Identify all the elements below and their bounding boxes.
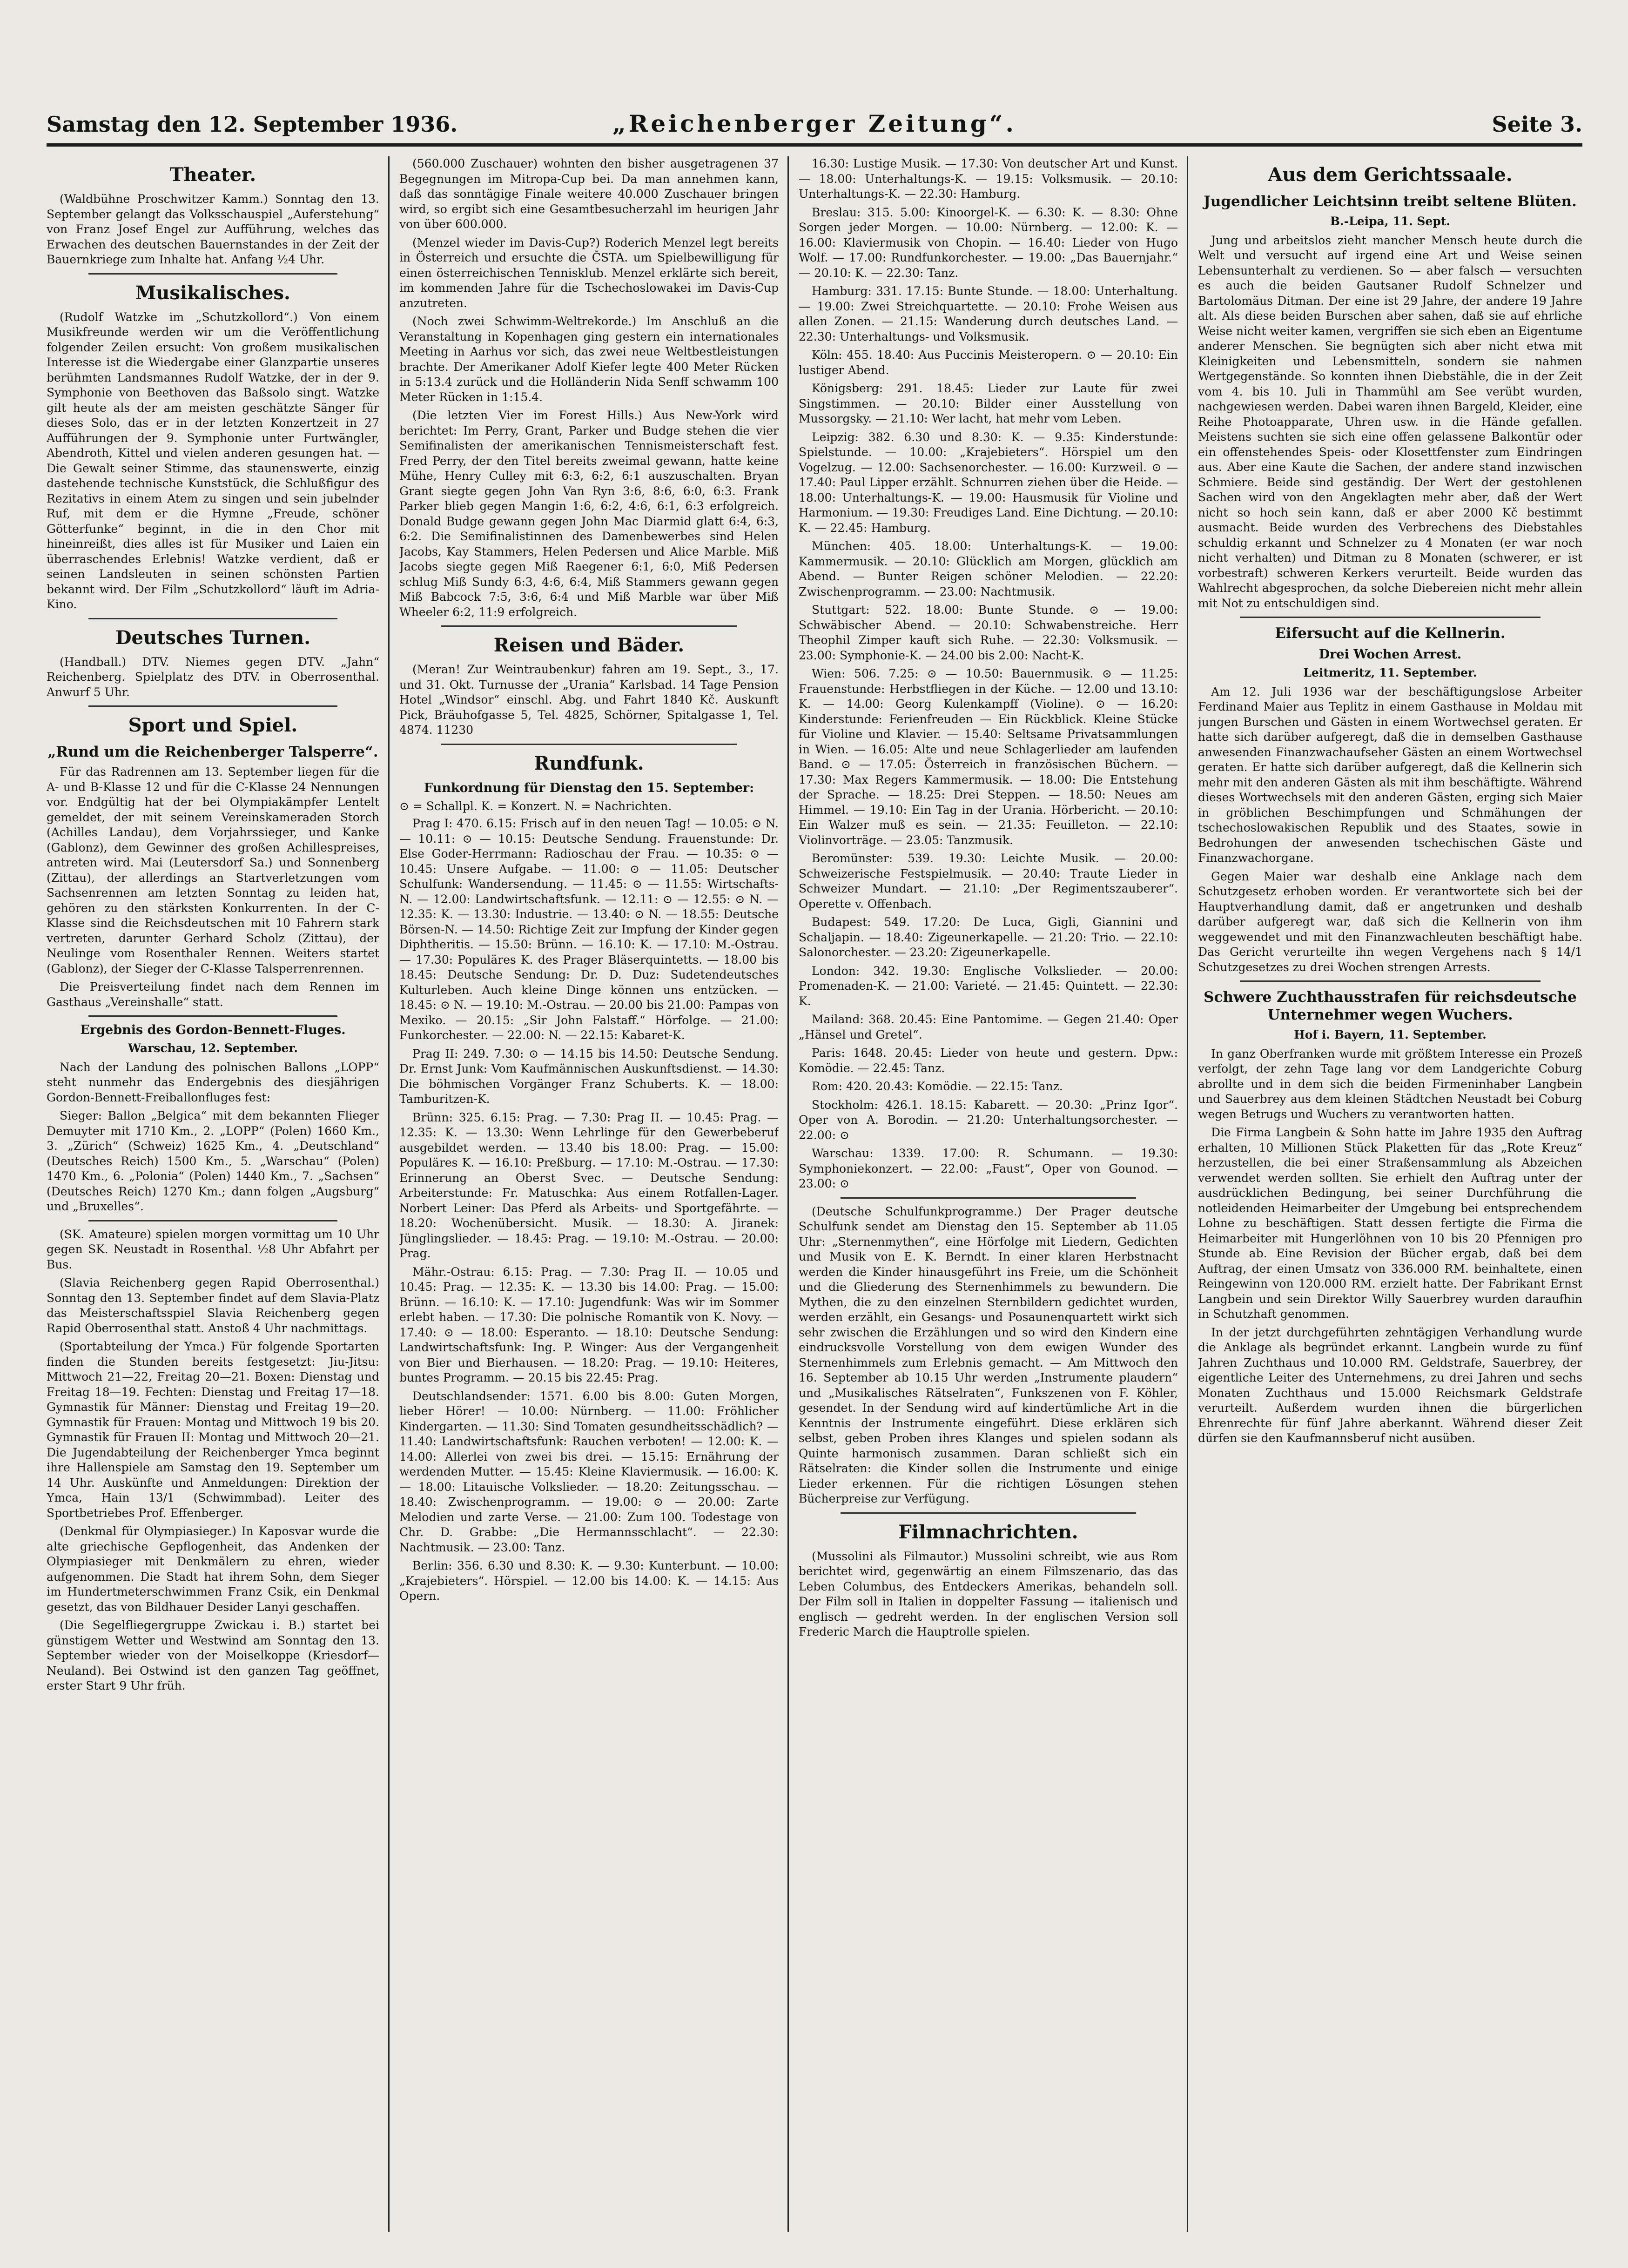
radio-station-entry: London: 342. 19.30: Englische Volkslieder. — 20.00: Promenaden-K. — 21.00: Varieté. — 21.45: Quintett. — 22.30: K.: [799, 964, 1178, 1008]
article-paragraph: (Menzel wieder im Davis-Cup?) Roderich Menzel legt bereits in Österreich und ersuchte die ČSTA. um Spielbewilligung für einen österreichischen Tennisklub. Menzel erklärte sich bereit, im kommenden Jahre für die Tschechoslowakei im Davis-Cup anzutreten.: [399, 235, 779, 310]
dateline: Warschau, 12. September.: [128, 1041, 298, 1055]
radio-station-entry: 16.30: Lustige Musik. — 17.30: Von deutscher Art und Kunst. — 18.00: Unterhaltungs-K. — 19.15: Volksmusik. — 20.10: Unterhaltungs-K. — 22.30: Hamburg.: [799, 157, 1178, 201]
page-header: [47, 106, 1582, 147]
radio-station-entry: Prag I: 470. 6.15: Frisch auf in den neuen Tag! — 10.05: ⊙ N. — 10.11: ⊙ — 10.15: Deutsche Sendung. Frauenstunde: Dr. Else Goder-Herrmann: Radioschau der Frau. — 10.35: ⊙ — 10.45: Unsere Aufgabe. — 11.00: ⊙ — 11.05: Deutscher Schulfunk: Wandersendung. — 11.45: ⊙ — 11.55: Wirtschafts-N. — 12.00: Landwirtschaftsfunk. — 12.11: ⊙ — 12.55: ⊙ N. — 12.35: K. — 13.30: Industrie. — 13.40: ⊙ N. — 18.55: Deutsche Börsen-N. — 14.50: Richtige Zeit zur Impfung der Kinder gegen Diphtheritis. — 15.50: Brünn. — 16.10: K. — 17.10: M.-Ostrau. — 17.30: Populäres K. des Prager Bläserquintetts. — 18.00 bis 18.45: Deutsche Sendung: Dr. D. Duz: Sudetendeutsches Kulturleben. Auch kleine Dinge können uns entzücken. — 18.45: ⊙ N. — 19.10: M.-Ostrau. — 20.00 bis 21.00: Pampas von Mexiko. — 20.15: „Sir John Falstaff.“ Hörfolge. — 21.00: Funkorchester. — 22.00: N. — 22.15: Kabaret-K.: [399, 817, 779, 1042]
radio-station-entry: München: 405. 18.00: Unterhaltungs-K. — 19.00: Kammermusik. — 20.10: Glücklich am Morgen, glücklich am Abend. — Bunter Reigen schöner Melodien. — 22.20: Zwischenprogramm. — 23.00: Nachtmusik.: [799, 539, 1178, 598]
article-paragraph: (Slavia Reichenberg gegen Rapid Oberrosenthal.) Sonntag den 13. September findet auf dem Slavia-Platz das Meisterschaftsspiel Slavia Reichenberg gegen Rapid Oberrosenthal statt. Anstoß 4 Uhr nachmittags.: [47, 1276, 379, 1335]
article-paragraph: Für das Radrennen am 13. September liegen für die A- und B-Klasse 12 und für die C-Klasse 24 Nennungen vor. Endgültig hat der bei Olympiakämpfer Lentelt gemeldet, der mit seinem Vereinskameraden Storch (Achilles Landau), dem Vorjahrssieger, und Kanke (Gablonz), dem Gewinner des großen Achillespreises, antreten wird. Mai (Leutersdorf Sa.) und Sonnenberg (Zittau), der allerdings an Startverletzungen vom Sachsenrennen am letzten Sonntag zu leiden hat, gehören zu den stärksten Konkurrenten. In der C-Klasse sind die Reichsdeutschen mit 10 Fahrern stark vertreten, darunter Gerhard Scholz (Zittau), der Neulinge vom Rosenthaler Rennen. Weiters startet (Gablonz), der Sieger der C-Klasse Talsperrenrennen.: [47, 765, 379, 975]
radio-station-entry: Brünn: 325. 6.15: Prag. — 7.30: Prag II. — 10.45: Prag. — 12.35: K. — 13.30: Wenn Lehrlinge für den Gewerbeberuf ausgebildet werden. — 13.40 bis 18.00: Prag. — 15.00: Populäres K. — 16.10: Preßburg. — 17.10: M.-Ostrau. — 17.30: Erinnerung an Oberst Svec. — Deutsche Sendung: Arbeiterstunde: Fr. Matuschka: Aus einem Rotfallen-Lager. Norbert Leiner: Das Pferd als Arbeits- und Sportgefährte. — 18.20: Wochenübersicht. Musik. — 18.30: A. Jiranek: Jünglingslieder. — 18.45: Prag. — 19.10: M.-Ostrau. — 20.00: Prag.: [399, 1110, 779, 1260]
article-paragraph: (SK. Amateure) spielen morgen vormittag um 10 Uhr gegen SK. Neustadt in Rosenthal. ½8 Uhr Abfahrt per Bus.: [47, 1227, 379, 1271]
dateline: Leitmeritz, 11. September.: [1303, 666, 1477, 679]
divider: [88, 273, 337, 275]
radio-schedule-heading: Funkordnung für Dienstag den 15. September:: [424, 780, 754, 795]
article-paragraph: (Handball.) DTV. Niemes gegen DTV. „Jahn“ Reichenberg. Spielplatz des DTV. in Oberrosenthal. Anwurf 5 Uhr.: [47, 655, 379, 699]
article-paragraph: (Noch zwei Schwimm-Weltrekorde.) Im Anschluß an die Veranstaltung in Kopenhagen ging gestern ein internationales Meeting in Aarhus vor sich, das zwei neue Weltbestleistungen brachte. Der Amerikaner Adolf Kiefer legte 400 Meter Rücken in 5:13.4 zurück und die Holländerin Nida Senff schwamm 100 Meter Rücken in 1:15.4.: [399, 315, 779, 404]
column-2: [399, 156, 779, 2232]
radio-station-entry: Stuttgart: 522. 18.00: Bunte Stunde. ⊙ — 19.00: Schwäbischer Abend. — 20.10: Schwabenstreiche. Herr Theophil Zimper kauft sich Ruhe. — 22.30: Volksmusik. — 23.00: Symphonie-K. — 24.00 bis 2.00: Nacht-K.: [799, 603, 1178, 662]
article-paragraph: (Waldbühne Proschwitzer Kamm.) Sonntag den 13. September gelangt das Volksschauspiel „Auferstehung“ von Franz Josef Engel zur Aufführung, welches das Erwachen des deutschen Bauernstandes in der Zeit der Bauernkriege zum Inhalte hat. Anfang ½4 Uhr.: [47, 192, 379, 266]
radio-station-entry: Mähr.-Ostrau: 6.15: Prag. — 7.30: Prag II. — 10.05 und 10.45: Prag. — 12.35: K. — 13.30 bis 14.00: Prag. — 15.00: Brünn. — 16.10: K. — 17.10: Jugendfunk: Was wir im Sommer erlebt haben. — 17.30: Die polnische Romantik von K. Novy. — 17.40: ⊙ — 18.00: Esperanto. — 18.10: Deutsche Sendung: Landwirtschaftsfunk: Ing. P. Winger: Aus der Vergangenheit von Bier und Bierhausen. — 18.20: Prag. — 19.10: Heiteres, buntes Programm. — 20.15 bis 22.45: Prag.: [399, 1265, 779, 1384]
column-rule: [1187, 156, 1188, 2232]
article-paragraph: (560.000 Zuschauer) wohnten den bisher ausgetragenen 37 Begegnungen im Mitropa-Cup bei. Da man annehmen kann, daß das sonntägige Finale weitere 40.000 Zuschauer bringen wird, so ergibt sich eine Gesamtbesucherzahl im heurigen Jahr von über 600.000.: [399, 157, 779, 231]
dateline: Hof i. Bayern, 11. September.: [1294, 1028, 1487, 1041]
article-paragraph: (Deutsche Schulfunkprogramme.) Der Prager deutsche Schulfunk sendet am Dienstag den 15. September ab 11.05 Uhr: „Sternenmythen“, eine Hörfolge mit Liedern, Gedichten und Musik von E. K. Berndt. In einer klaren Herbstnacht werden die Kinder hinausgeführt ins Freie, um die Schönheit und die Gliederung des Sternenhimmels zu bewundern. Die Mythen, die zu den einzelnen Sternbildern gedichtet wurden, werden erzählt, ein Gesangs- und Posaunenquartett wirkt sich sehr zwischen die Erzählungen und so wird den Kindern eine eindrucksvolle Vorstellung von dem ewigen Wunder des Sternenhimmels zum Erlebnis gemacht. — Am Mittwoch den 16. September ab 10.15 Uhr werden „Instrumente plaudern“ und „Musikalisches Rätselraten“, Funkszenen von F. Köhler, gesendet. In der Sendung wird auf kindertümliche Art in die Kenntnis der Instrumente eingeführt. Diese erklären sich selbst, geben Proben ihres Klanges und spielen sodann als Quinte harmonisch zusammen. Daran schließt sich ein Rätselraten: die Kinder sollen die Instrumente und einige Lieder erkennen. Für die richtigen Lösungen stehen Bücherpreise zur Verfügung.: [799, 1204, 1178, 1505]
article-paragraph: In ganz Oberfranken wurde mit größtem Interesse ein Prozeß verfolgt, der zehn Tage lang vor dem Landgerichte Coburg abrollte und in dem sich die beiden Firmeninhaber Langbein und Sauerbrey aus dem kleinen Städtchen Neustadt bei Coburg wegen Betrugs und Wuchers zu verantworten hatten.: [1198, 1047, 1582, 1121]
divider: [441, 625, 737, 627]
divider: [88, 1015, 337, 1017]
radio-station-entry: Prag II: 249. 7.30: ⊙ — 14.15 bis 14.50: Deutsche Sendung. Dr. Ernst Junk: Vom Kaufmännischen Auskunftsdienst. — 14.30: Die böhmischen Vorgänger Franz Schuberts. K. — 18.00: Tamburitzen-K.: [399, 1047, 779, 1106]
divider: [841, 1512, 1136, 1514]
divider: [88, 1220, 337, 1221]
radio-station-entry: Paris: 1648. 20.45: Lieder von heute und gestern. Dpw.: Komödie. — 22.45: Tanz.: [799, 1046, 1178, 1075]
column-rule: [787, 156, 789, 2232]
divider: [1240, 980, 1541, 982]
radio-station-entry: Deutschlandsender: 1571. 6.00 bis 8.00: Guten Morgen, lieber Hörer! — 10.00: Nürnberg. — 11.00: Fröhlicher Kindergarten. — 11.30: Sind Tomaten gesundheitsschädlich? — 11.40: Landwirtschaftsfunk: Rauchen verboten! — 12.00: K. — 14.00: Allerlei von zwei bis drei. — 15.15: Ernährung der werdenden Mutter. — 15.45: Kleine Klaviermusik. — 16.00: K. — 18.00: Litauische Volkslieder. — 18.20: Zeitungsschau. — 18.40: Zwischenprogramm. — 19.00: ⊙ — 20.00: Zarte Melodien und zarte Verse. — 21.00: Zum 100. Todestage von Chr. D. Grabbe: „Die Hermannsschlacht“. — 22.30: Nachtmusik. — 23.00: Tanz.: [399, 1389, 779, 1554]
article-paragraph: Nach der Landung des polnischen Ballons „LOPP“ steht nunmehr das Endergebnis des diesjährigen Gordon-Bennett-Freiballonfluges fest:: [47, 1060, 379, 1104]
article-paragraph: Am 12. Juli 1936 war der beschäftigungslose Arbeiter Ferdinand Maier aus Teplitz in einem Gasthause in Moldau mit jungen Burschen und Gästen in einem Wortwechsel geraten. Er hatte sich darüber aufgeregt, daß die in demselben Gasthause anwesenden Finanzwachaufseher Gästen an einem Wortwechsel geraten. Er hatte sich darüber aufgeregt, daß die Kellnerin sich mehr mit den anderen Gästen als mit ihm beschäftigte. Während dieses Wortwechsels mit den anderen Gästen, erging sich Maier in gröblichen Beschimpfungen und Schmähungen der tschechoslowakischen Republik und des Staates, sowie in Bedrohungen der anwesenden tschechischen Gäste und Finanzwachorgane.: [1198, 684, 1582, 865]
radio-station-entry: Rom: 420. 20.43: Komödie. — 22.15: Tanz.: [812, 1080, 1063, 1093]
column-1: [47, 156, 379, 2232]
dateline: B.-Leipa, 11. Sept.: [1330, 215, 1451, 228]
radio-legend: ⊙ = Schallpl. K. = Konzert. N. = Nachrichten.: [399, 799, 672, 813]
radio-station-entry: Mailand: 368. 20.45: Eine Pantomime. — Gegen 21.40: Oper „Hänsel und Gretel“.: [799, 1013, 1178, 1041]
page-number: Seite 3.: [1492, 112, 1582, 137]
radio-station-entry: Hamburg: 331. 17.15: Bunte Stunde. — 18.00: Unterhaltung. — 19.00: Zwei Streichquartette. — 20.10: Frohe Weisen aus allen Zonen. — 21.15: Wanderung durch deutsches Land. — 22.30: Unterhaltungs- und Volksmusik.: [799, 284, 1178, 343]
article-paragraph: (Sportabteilung der Ymca.) Für folgende Sportarten finden die Stunden bereits festgesetzt: Jiu-Jitsu: Mittwoch 21—22, Freitag 20—21. Boxen: Dienstag und Freitag 18—19. Fechten: Dienstag und Freitag 17—18. Gymnastik für Männer: Dienstag und Freitag 19—20. Gymnastik für Frauen: Montag und Mittwoch 19 bis 20. Gymnastik für Frauen II: Montag und Mittwoch 20—21. Die Jugendabteilung der Reichenberger Ymca beginnt ihre Hallenspiele am Samstag den 19. September um 14 Uhr. Auskünfte und Anmeldungen: Direktion der Ymca, Hain 13/1 (Schwimmbad). Leiter des Sportbetriebes Prof. Effenberger.: [47, 1340, 379, 1520]
radio-station-entry: Leipzig: 382. 6.30 und 8.30: K. — 9.35: Kinderstunde: Spielstunde. — 10.00: „Krajebieters“. Hörspiel um den Vogelzug. — 12.00: Sachsenorchester. — 16.00: Kurzweil. ⊙ — 17.40: Paul Lipper erzählt. Schnurren ziehen über die Heide. — 18.00: Unterhaltungs-K. — 19.00: Hausmusik für Violine und Harmonium. — 19.30: Freudiges Land. Eine Dichtung. — 20.10: K. — 22.45: Hamburg.: [799, 430, 1178, 535]
column-3: [799, 156, 1178, 2232]
radio-station-entry: Budapest: 549. 17.20: De Luca, Gigli, Giannini und Schaljapin. — 18.40: Zigeunerkapelle. — 21.20: Trio. — 22.10: Salonorchester. — 23.20: Zigeunerkapelle.: [799, 915, 1178, 959]
section-heading-travel: Reisen und Bäder.: [493, 634, 685, 656]
article-paragraph: Sieger: Ballon „Belgica“ mit dem bekannten Flieger Demuyter mit 1710 Km., 2. „LOPP“ (Polen) 1660 Km., 3. „Zürich“ (Schweiz) 1625 Km., 4. „Deutschland“ (Deutsches Reich) 1500 Km., 5. „Warschau“ (Polen) 1470 Km., 6. „Polonia“ (Polen) 1440 Km., 7. „Sachsen“ (Deutsches Reich) 1270 Km.; dann folgen „Augsburg“ und „Bruxelles“.: [47, 1109, 379, 1213]
article-headline: Ergebnis des Gordon-Bennett-Fluges.: [80, 1023, 346, 1037]
radio-station-entry: Königsberg: 291. 18.45: Lieder zur Laute für zwei Singstimmen. — 20.10: Bilder einer Ausstellung von Mussorgsky. — 21.10: Wer lacht, hat mehr vom Leben.: [799, 382, 1178, 425]
issue-date: Samstag den 12. September 1936.: [47, 112, 458, 137]
radio-station-entry: Köln: 455. 18.40: Aus Puccinis Meisteropern. ⊙ — 20.10: Ein lustiger Abend.: [799, 348, 1178, 377]
radio-station-entry: Warschau: 1339. 17.00: R. Schumann. — 19.30: Symphoniekonzert. — 22.00: „Faust“, Oper von Gounod. — 23.00: ⊙: [799, 1147, 1178, 1190]
radio-station-entry: Wien: 506. 7.25: ⊙ — 10.50: Bauernmusik. ⊙ — 11.25: Frauenstunde: Herbstfliegen in der Küche. — 12.00 und 13.10: K. — 14.00: Georg Kulenkampff (Violine). ⊙ — 16.20: Kinderstunde: Ferienfreuden — Ein Rückblick. Kleine Stücke für Violine und Klavier. — 15.40: Seltsame Privatsammlungen in Wien. — 16.05: Alte und neue Schlagerlieder am laufenden Band. ⊙ — 17.05: Österreich in französischen Büchern. — 17.30: Max Regers Kammermusik. — 18.00: Die Entstehung der Sprache. — 18.25: Drei Steppen. — 18.50: Neues am Himmel. — 19.10: Ein Tag in der Urania. Hörbericht. — 20.10: Ein Walzer muß es sein. — 21.35: Feuilleton. — 22.10: Violinvorträge. — 23.05: Tanzmusik.: [799, 667, 1178, 847]
article-paragraph: (Denkmal für Olympiasieger.) In Kaposvar wurde die alte griechische Gepflogenheit, das Andenken der Olympiasieger mit Denkmälern zu ehren, wieder aufgenommen. Die Stadt hat ihrem Sohn, dem Sieger im Hundertmeterschwimmen Franz Csik, ein Denkmal gesetzt, das von Bildhauer Desider Lanyi geschaffen.: [47, 1524, 379, 1614]
section-heading-theater: Theater.: [169, 164, 256, 186]
article-headline: „Rund um die Reichenberger Talsperre“.: [47, 744, 378, 760]
section-heading-music: Musikalisches.: [135, 282, 290, 304]
divider: [441, 744, 737, 745]
article-paragraph: (Rudolf Watzke im „Schutzkollord“.) Von einem Musikfreunde werden wir um die Veröffentlichung folgender Zeilen ersucht: Von großem musikalischen Interesse ist die Wiedergabe einer Glanzpartie unseres berühmten Landsmannes Rudolf Watzke, der in der 9. Symphonie von Beethoven das Baßsolo singt. Watzke gilt heute als der am meisten geschätzte Sänger für dieses Solo, das er in der letzten Konzertzeit in 27 Aufführungen der 9. Symphonie unter Furtwängler, Abendroth, Kittel und vielen anderen gesungen hat. — Die Gewalt seiner Stimme, das staunenswerte, einzig dastehende technische Kunststück, die Schlußfigur des Rezitativs in einem Atem zu singen und sein jubelnder Ruf, mit dem er die Hymne „Freude, schöner Götterfunke“ beginnt, in die in den Chor mit hineinreißt, dies alles ist für Musiker und Laien ein überraschendes Erlebnis! Watzke verdient, daß er seinen Landsleuten in seinen schönsten Partien bekannt wird. Der Film „Schutzkollord“ läuft im Adria-Kino.: [47, 310, 379, 611]
section-heading-radio: Rundfunk.: [534, 752, 644, 774]
divider: [841, 1197, 1136, 1199]
section-heading-film: Filmnachrichten.: [898, 1521, 1078, 1543]
divider: [88, 618, 337, 619]
section-heading-court: Aus dem Gerichtssaale.: [1268, 164, 1513, 186]
column-4: [1198, 156, 1582, 2232]
radio-station-entry: Beromünster: 539. 19.30: Leichte Musik. — 20.00: Schweizerische Festspielmusik. — 20.40: Traute Lieder in Schweizer Mundart. — 21.10: „Der Regimentszauberer“. Operette v. Offenbach.: [799, 852, 1178, 911]
section-heading-sport: Sport und Spiel.: [128, 714, 298, 736]
article-subheadline: Drei Wochen Arrest.: [1319, 647, 1462, 662]
article-paragraph: (Die letzten Vier im Forest Hills.) Aus New-York wird berichtet: Im Perry, Grant, Parker und Budge stehen die vier Semifinalisten der amerikanischen Tennismeisterschaft fest. Fred Perry, der den Titel bereits zweimal gewann, hatte keine Mühe, Henry Culley mit 6:3, 6:2, 6:1 auszuschalten. Bryan Grant siegte gegen John Van Ryn 3:6, 8:6, 6:0, 6:3. Frank Parker blieb gegen Mangin 1:6, 6:2, 4:6, 6:1, 6:3 erfolgreich. Donald Budge gewann gegen John Mac Diarmid glatt 6:4, 6:3, 6:2. Die Semifinalistinnen des Damenbewerbes sind Helen Jacobs, Kay Stammers, Helen Pedersen und Alice Marble. Miß Jacobs siegte gegen Miß Raegener 6:1, 6:0, Miß Pedersen schlug Miß Sundy 6:3, 4:6, 6:4, Miß Stammers gewann gegen Miß Babcock 7:5, 3:6, 6:4 und Miß Marble war über Miß Wheeler 6:2, 11:9 erfolgreich.: [399, 409, 779, 619]
article-paragraph: Gegen Maier war deshalb eine Anklage nach dem Schutzgesetz erhoben worden. Er verantwortete sich bei der Hauptverhandlung damit, daß er angetrunken und deshalb darüber aufgeregt war, daß sich die Kellnerin von ihm weggewendet und mit den Finanzwachleuten beschäftigt habe. Das Gericht verurteilte ihn wegen Vergehens nach § 14/1 Schutzgesetzes zu drei Wochen strengen Arrests.: [1198, 869, 1582, 974]
article-headline: Eifersucht auf die Kellnerin.: [1275, 625, 1506, 642]
article-paragraph: (Mussolini als Filmautor.) Mussolini schreibt, wie aus Rom berichtet wird, gegenwärtig an einem Filmszenario, das das Leben Columbus, des Entdeckers Amerikas, behandeln soll. Der Film soll in Italien in doppelter Fassung — italienisch und englisch — gedreht werden. In der englischen Version soll Frederic March die Hauptrolle spielen.: [799, 1549, 1178, 1638]
article-paragraph: (Die Segelfliegergruppe Zwickau i. B.) startet bei günstigem Wetter und Westwind am Sonntag den 13. September wieder von der Moiselkoppe (Kriesdorf—Neuland). Bei Ostwind ist den ganzen Tag geöffnet, erster Start 9 Uhr früh.: [47, 1618, 379, 1692]
article-paragraph: In der jetzt durchgeführten zehntägigen Verhandlung wurde die Anklage als begründet erkannt. Langbein wurde zu fünf Jahren Zuchthaus und 10.000 RM. Geldstrafe, Sauerbrey, der eigentliche Leiter des Unternehmens, zu drei Jahren und sechs Monaten Zuchthaus und 15.000 Reichsmark Geldstrafe verurteilt. Außerdem wurden ihnen die bürgerlichen Ehrenrechte für fünf Jahre aberkannt. Während dieser Zeit dürfen sie den Kaufmannsberuf nicht ausüben.: [1198, 1325, 1582, 1445]
article-paragraph: Jung und arbeitslos zieht mancher Mensch heute durch die Welt und versucht auf irgend eine Art und Weise seinen Lebensunterhalt zu verdienen. So — aber falsch — versuchten es auch die beiden Gautsaner Rudolf Schnelzer und Bartolomäus Ditman. Der eine ist 29 Jahre, der andere 19 Jahre alt. Als diese beiden Burschen aber sahen, daß sie auf ehrliche Weise nicht weiter kamen, vergriffen sie sich eben an Eigentume anderer Menschen. Sie begnügten sich aber nicht etwa mit Kleinigkeiten und Lebensmitteln, sondern sie nahmen Wertgegenstände. So konnten ihnen Diebstähle, die in der Zeit vom 4. bis 10. Juli in Thammühl am See verübt wurden, nachgewiesen werden. Dabei waren ihnen Bargeld, Kleider, eine Reihe Photoapparate, Uhren usw. in die Hände gefallen. Meistens suchten sie sich eine offen gelassene Balkontür oder ein offenstehendes Speis- oder Klosettfenster zum Eindringen aus. Aber eine Kaute die Sachen, der andere stand inzwischen Schmiere. Beide sind geständig. Der Wert der gestohlenen Sachen wird von den Angeklagten mehr aber, daß der Wert nicht so hoch sein kann, daß er aber 2000 Kč bestimmt ausmacht. Beide wurden des Verbrechens des Diebstahles schuldig erkannt und Schnelzer zu 4 Monaten (er war noch nicht verhalten) und Ditman zu 8 Monaten (schwerer, er ist vorbestraft) schweren Kerkers verurteilt. Beide wurden das Wahlrecht abgesprochen, da solche Diebereien nicht mehr allein mit Not zu entschuldigen sind.: [1198, 233, 1582, 610]
article-headline: Schwere Zuchthausstrafen für reichsdeutsche Unternehmer wegen Wuchers.: [1204, 989, 1577, 1023]
article-paragraph: (Meran! Zur Weintraubenkur) fahren am 19. Sept., 3., 17. und 31. Okt. Turnusse der „Urania“ Karlsbad. 14 Tage Pension Hotel „Windsor“ einschl. Abg. und Fahrt 1840 Kč. Auskunft Pick, Bräuhofgasse 5, Tel. 4825, Schörner, Spitalgasse 1, Tel. 4874. 11230: [399, 663, 779, 737]
divider: [88, 705, 337, 707]
radio-station-entry: Breslau: 315. 5.00: Kinoorgel-K. — 6.30: K. — 8.30: Ohne Sorgen jeder Morgen. — 10.00: Nürnberg. — 12.00: K. — 16.00: Klaviermusik von Chopin. — 16.40: Lieder von Hugo Wolf. — 17.00: Rundfunkorchester. — 19.00: „Das Bauernjahr.“ — 20.10: K. — 22.30: Tanz.: [799, 205, 1178, 280]
article-paragraph: Die Firma Langbein & Sohn hatte im Jahre 1935 den Auftrag erhalten, 10 Millionen Stück Plaketten für das „Rote Kreuz“ herzustellen, die bei einer Straßensammlung als Abzeichen verwendet werden sollten. Sie erhielt den Auftrag unter der ausdrücklichen Bedingung, bei seiner Durchführung die notleidenden Heimarbeiter der Umgebung bei entsprechendem Lohne zu beschäftigen. Statt dessen fertigte die Firma die Heimarbeiter mit Hungerlöhnen von 10 bis 20 Pfennigen pro Stunde ab. Eine Revision der Bücher ergab, daß bei dem Auftrag, der einen Umsatz von 336.000 RM. beinhaltete, einen Reingewinn von 120.000 RM. erzielt hatte. Der Fabrikant Ernst Langbein und sein Direktor Willy Sauerbrey wurden daraufhin in Schutzhaft genommen.: [1198, 1126, 1582, 1321]
radio-station-entry: Stockholm: 426.1. 18.15: Kabarett. — 20.30: „Prinz Igor“. Oper von A. Borodin. — 21.20: Unterhaltungsorchester. — 22.00: ⊙: [799, 1098, 1178, 1142]
newspaper-title: „Reichenberger Zeitung“.: [612, 110, 1016, 137]
article-headline: Jugendlicher Leichtsinn treibt seltene Blüten.: [1204, 193, 1577, 210]
divider: [1240, 617, 1541, 618]
radio-station-entry: Berlin: 356. 6.30 und 8.30: K. — 9.30: Kunterbunt. — 10.00: „Krajebieters“. Hörspiel. — 12.00 bis 14.00: K. — 14.15: Aus Opern.: [399, 1559, 779, 1603]
section-heading-turnen: Deutsches Turnen.: [115, 626, 311, 649]
article-paragraph: Die Preisverteilung findet nach dem Rennen im Gasthaus „Vereinshalle“ statt.: [47, 980, 379, 1009]
column-rule: [388, 156, 390, 2232]
